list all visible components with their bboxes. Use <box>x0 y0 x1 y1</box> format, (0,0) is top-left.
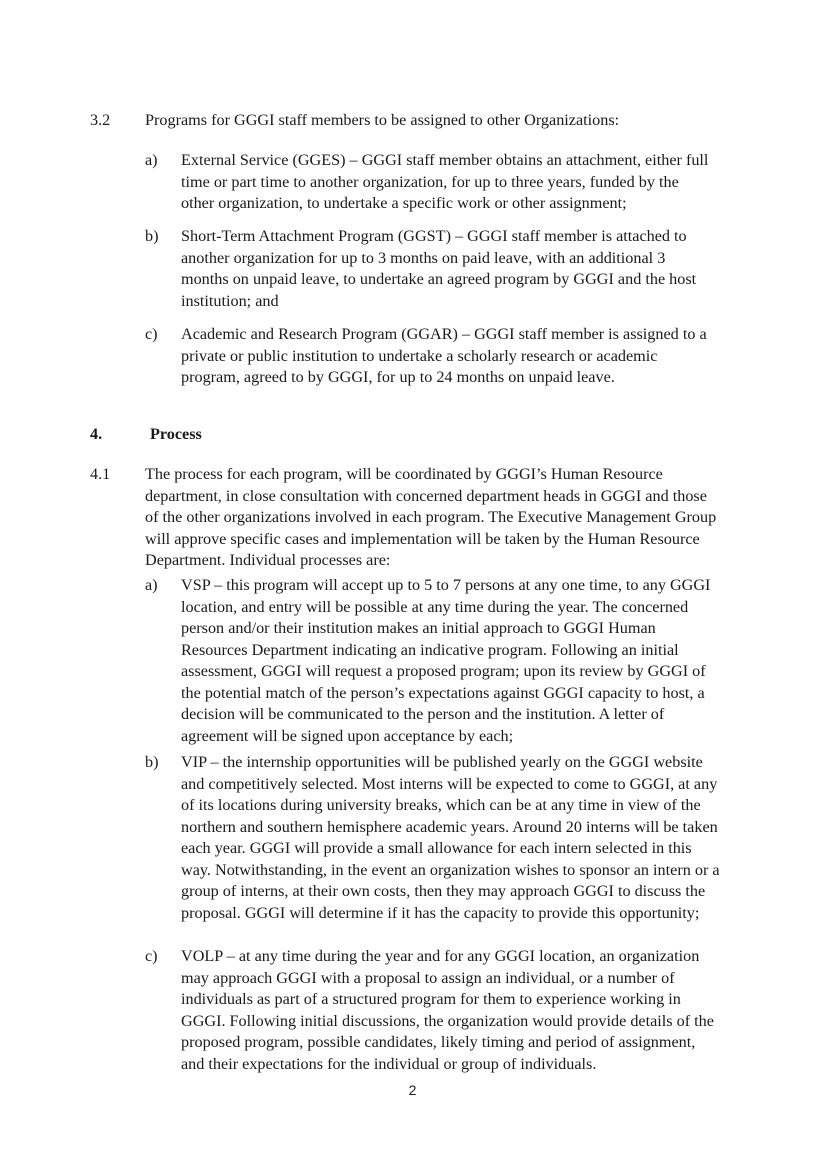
list-item-label: a) <box>145 576 158 594</box>
list-item-label: a) <box>145 151 158 169</box>
section-number: 3.2 <box>90 111 111 129</box>
section-number: 4.1 <box>90 465 111 483</box>
list-item-text: VOLP – at any time during the year and for any GGGI location, an organization may approach GGGI with a proposal to assign an individual, or a number of individuals as part of a structured program for them to experience working in GGGI. Following initial discussions, the organization would provide details of the proposed program, possible candidates, likely timing and period of assignment, and their expectations for the individual or group of individuals. <box>181 947 714 1073</box>
list-item-label: b) <box>145 753 159 771</box>
list-item-text: VSP – this program will accept up to 5 to 7 persons at any one time, to any GGGI location, and entry will be possible at any time during the year. The concerned person and/or their institution makes an initial approach to GGGI Human Resources Department indicating an indicative program. Following an initial assessment, GGGI will request a proposed program; upon its review by GGGI of the potential match of the person’s expectations against GGGI capacity to host, a decision will be communicated to the person and the institution. A letter of agreement will be signed upon acceptance by each; <box>181 576 711 745</box>
list-item-text: External Service (GGES) – GGGI staff member obtains an attachment, either full time or part time to another organization, for up to three years, funded by the other organization, to undertake a specific work or other assignment; <box>181 151 709 212</box>
list-item-label: b) <box>145 227 159 245</box>
list-item-label: c) <box>145 947 158 965</box>
list-item-text: Academic and Research Program (GGAR) – GGGI staff member is assigned to a private or public institution to undertake a scholarly research or academic program, agreed to by GGGI, for up to 24 months on unpaid leave. <box>181 325 707 386</box>
list-item-text: VIP – the internship opportunities will be published yearly on the GGGI website and competitively selected. Most interns will be expected to come to GGGI, at any of its locations during university breaks, which can be at any time in view of the northern and southern hemisphere academic years. Around 20 interns will be taken each year. GGGI will provide a small allowance for each intern selected in this way. Notwithstanding, in the event an organization wishes to sponsor an intern or a group of interns, at their own costs, then they may approach GGGI to discuss the proposal. GGGI will determine if it has the capacity to provide this opportunity; <box>181 753 720 922</box>
list-item-text: Short-Term Attachment Program (GGST) – GGGI staff member is attached to another organization for up to 3 months on paid leave, with an additional 3 months on unpaid leave, to undertake an agreed program by GGGI and the host institution; and <box>181 227 697 310</box>
section-title: Process <box>150 425 202 443</box>
section-intro: The process for each program, will be coordinated by GGGI’s Human Resource department, in close consultation with concerned department heads in GGGI and those of the other organizations involved in each program. The Executive Management Group will approve specific cases and implementation will be taken by the Human Resource Department. Individual processes are: <box>145 465 717 569</box>
section-number: 4. <box>90 425 103 443</box>
page-number: 2 <box>408 1082 417 1098</box>
section-heading: Programs for GGGI staff members to be assigned to other Organizations: <box>145 111 620 129</box>
list-item-label: c) <box>145 325 158 343</box>
